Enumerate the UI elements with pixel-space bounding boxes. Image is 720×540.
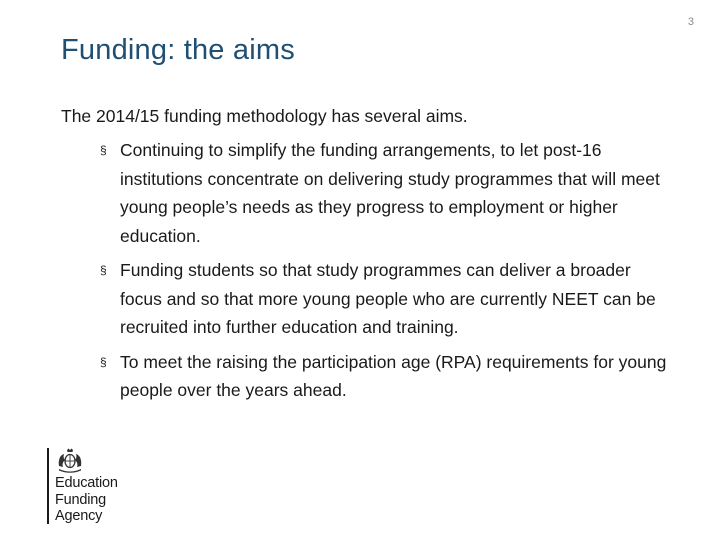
royal-crest-icon — [55, 448, 85, 474]
list-item — [100, 136, 670, 250]
slide-title: Funding: the aims — [61, 34, 295, 66]
list-item — [100, 256, 670, 342]
intro-text: The 2014/15 funding methodology has several aims. — [61, 106, 468, 126]
bullet-text: Funding students so that study programmes can deliver a broader focus and so that more young people who are currently NEET can be recruited into further education and training. — [120, 260, 656, 337]
logo-body — [55, 448, 118, 525]
logo-text-agency: Agency — [55, 508, 103, 524]
square-bullet-icon: § — [100, 263, 107, 277]
bullet-text: Continuing to simplify the funding arrangements, to let post-16 institutions concentrate on delivering study programmes that will meet young people’s needs as they progress to employment or higher education. — [120, 140, 660, 246]
logo-divider — [47, 448, 49, 524]
square-bullet-icon: § — [100, 143, 107, 157]
logo-text-funding: Funding — [55, 491, 106, 508]
list-item — [100, 348, 670, 405]
efa-logo — [47, 448, 118, 526]
slide-number: 3 — [687, 16, 694, 28]
bullet-text: To meet the raising the participation age (RPA) requirements for young people over the years ahead. — [120, 351, 667, 400]
logo-text-education: Education — [55, 475, 118, 491]
square-bullet-icon: § — [100, 354, 107, 369]
aims-list — [100, 136, 670, 411]
